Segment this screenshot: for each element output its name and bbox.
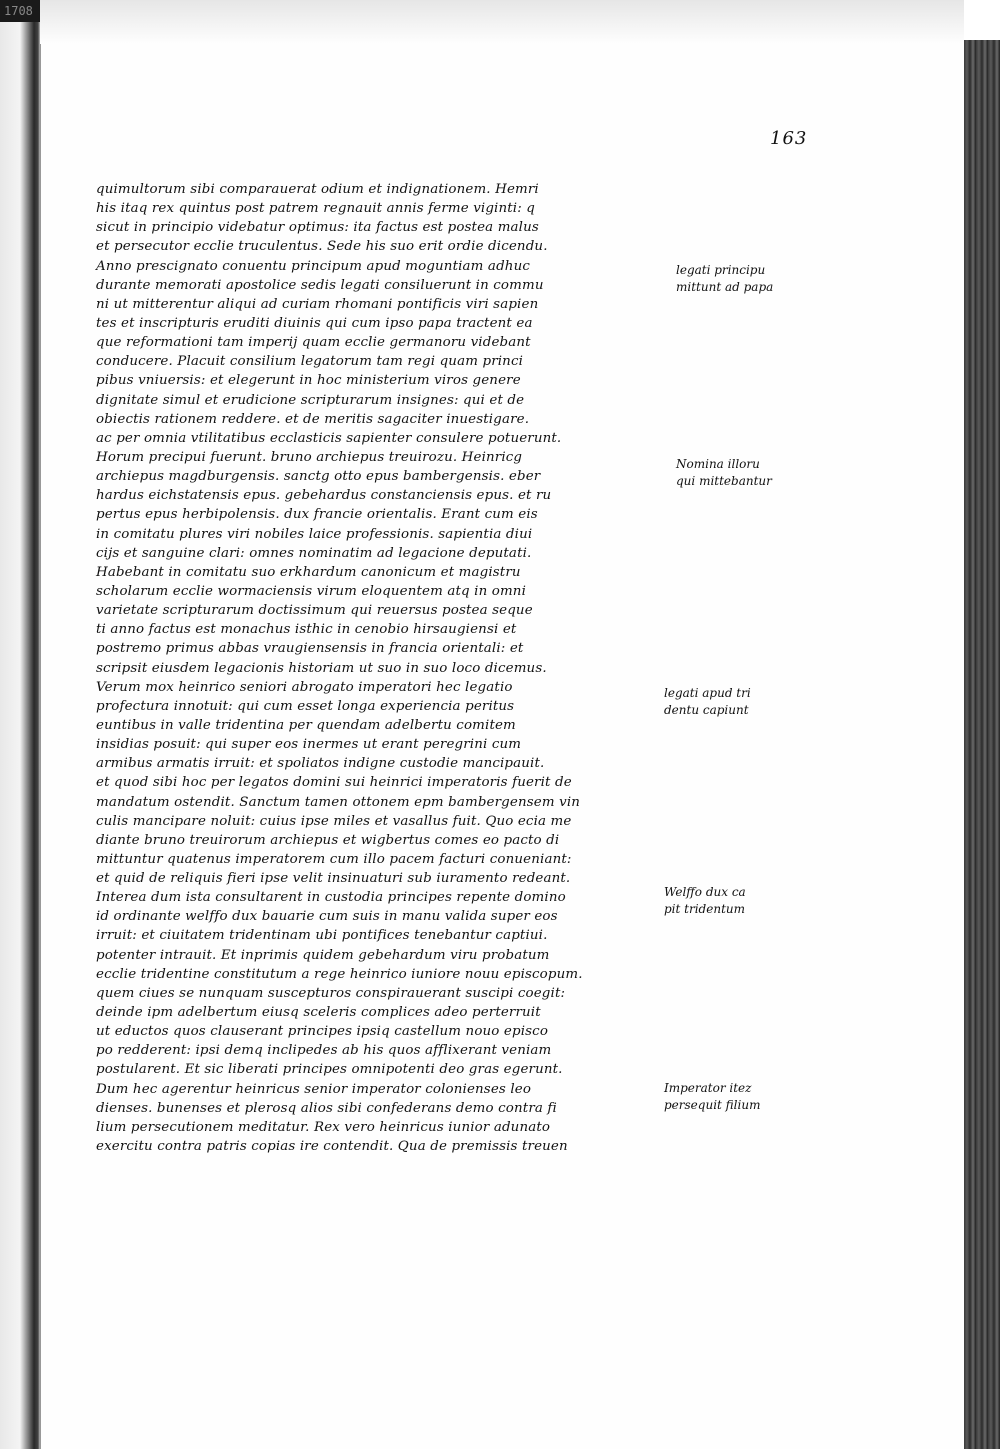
main-text-block: [96, 180, 636, 1156]
text-line: postremo primus abbas vraugiensensis in francia orientali: et: [96, 641, 524, 657]
text-line: his itaq rex quintus post patrem regnauit annis ferme viginti: q: [96, 201, 536, 217]
text-line: insidias posuit: qui super eos inermes ut erant peregrini cum: [96, 737, 522, 753]
text-line: in comitatu plures viri nobiles laice professionis. sapientia diui: [96, 526, 533, 542]
text-line: quimultorum sibi comparauerat odium et indignationem. Hemri: [96, 182, 539, 197]
margin-note-line: pit tridentum: [664, 902, 745, 916]
text-line: po redderent: ipsi demq inclipedes ab his quos afflixerant veniam: [96, 1043, 552, 1059]
text-line: durante memorati apostolice sedis legati consiluerunt in commu: [96, 277, 544, 293]
text-line: varietate scripturarum doctissimum qui reuersus postea seque: [96, 603, 533, 619]
text-line: Interea dum ista consultarent in custodia principes repente domino: [96, 890, 566, 906]
text-line: mandatum ostendit. Sanctum tamen ottonem epm bambergensem vin: [96, 794, 581, 810]
margin-note-line: qui mittebantur: [676, 474, 772, 488]
text-line: postularent. Et sic liberati principes omnipotenti deo gras egerunt.: [96, 1062, 563, 1078]
text-line: dignitate simul et erudicione scripturarum insignes: qui et de: [96, 392, 525, 408]
text-line: pertus epus herbipolensis. dux francie orientalis. Erant cum eis: [96, 507, 538, 523]
text-line: diante bruno treuirorum archiepus et wigbertus comes eo pacto di: [96, 832, 560, 848]
text-line: euntibus in valle tridentina per quendam adelbertu comitem: [96, 717, 516, 733]
margin-note-line: Nomina illoru: [676, 457, 760, 471]
text-line: ut eductos quos clauserant principes ipsiq castellum nouo episco: [96, 1024, 549, 1040]
text-line: mittuntur quatenus imperatorem cum illo pacem facturi conueniant:: [96, 851, 572, 867]
archive-number: 1708: [4, 4, 33, 18]
text-line: scripsit eiusdem legacionis historiam ut suo in suo loco dicemus.: [96, 660, 547, 676]
text-line: et persecutor ecclie truculentus. Sede his suo erit ordie dicendu.: [96, 239, 548, 255]
text-line: hardus eichstatensis epus. gebehardus constanciensis epus. et ru: [96, 488, 552, 504]
margin-note-1: [676, 262, 806, 296]
text-line: Anno prescignato conuentu principum apud moguntiam adhuc: [96, 258, 530, 274]
margin-note-5: [664, 1080, 794, 1114]
text-line: cijs et sanguine clari: omnes nominatim ad legacione deputati.: [96, 545, 532, 561]
margin-note-line: Welffo dux ca: [664, 885, 746, 899]
margin-note-line: Imperator itez: [664, 1081, 752, 1095]
margin-note-line: dentu capiunt: [664, 703, 749, 717]
text-line: deinde ipm adelbertum eiusq sceleris complices adeo perterruit: [96, 1005, 541, 1021]
margin-note-2: [676, 456, 806, 490]
text-line: ni ut mitterentur aliqui ad curiam rhomani pontificis viri sapien: [96, 296, 539, 312]
text-line: potenter intrauit. Et inprimis quidem gebehardum viru probatum: [96, 947, 550, 963]
margin-note-line: legati principu: [676, 263, 766, 277]
text-line: exercitu contra patris copias ire contendit. Qua de premissis treuen: [96, 1139, 568, 1155]
margin-note-line: mittunt ad papa: [676, 280, 774, 294]
text-line: Verum mox heinrico seniori abrogato imperatori hec legatio: [96, 679, 513, 695]
text-line: lium persecutionem meditatur. Rex vero heinricus iunior adunato: [96, 1119, 551, 1135]
margin-note-line: persequit filium: [664, 1098, 761, 1112]
text-line: scholarum ecclie wormaciensis virum eloquentem atq in omni: [96, 583, 527, 599]
text-line: pibus vniuersis: et elegerunt in hoc ministerium viros genere: [96, 373, 521, 389]
text-line: ecclie tridentine constitutum a rege heinrico iuniore nouu episcopum.: [96, 966, 583, 982]
text-line: sicut in principio videbatur optimus: ita factus est postea malus: [96, 220, 539, 236]
text-line: que reformationi tam imperij quam ecclie germanoru videbant: [96, 335, 531, 351]
margin-note-line: legati apud tri: [664, 686, 751, 700]
text-line: armibus armatis irruit: et spoliatos indigne custodie mancipauit.: [96, 756, 545, 772]
edge-corner: [964, 0, 1000, 44]
folio-number: 163: [770, 128, 808, 149]
binding-gutter: [0, 0, 40, 1449]
text-line: ti anno factus est monachus isthic in cenobio hirsaugiensi et: [96, 622, 517, 638]
text-line: archiepus magdburgensis. sanctg otto epus bambergensis. eber: [96, 469, 541, 485]
page-stack-edge: [964, 40, 1000, 1449]
text-line: obiectis rationem reddere. et de meritis sagaciter inuestigare.: [96, 411, 530, 427]
text-line: profectura innotuit: qui cum esset longa experiencia peritus: [96, 698, 515, 714]
text-line: ac per omnia vtilitatibus ecclasticis sapienter consulere potuerunt.: [96, 430, 562, 446]
text-line: culis mancipare noluit: cuius ipse miles et vasallus fuit. Quo ecia me: [96, 813, 572, 829]
text-line: et quid de reliquis fieri ipse velit insinuaturi sub iuramento redeant.: [96, 871, 571, 887]
margin-note-4: [664, 884, 794, 918]
text-line: Horum precipui fuerunt. bruno archiepus treuirozu. Heinricg: [96, 449, 523, 465]
text-line: quem ciues se nunquam suscepturos conspirauerant suscipi coegit:: [96, 985, 566, 1001]
text-line: id ordinante welffo dux bauarie cum suis in manu valida super eos: [96, 909, 558, 925]
page-top-shadow: [40, 0, 964, 44]
text-line: dienses. bunenses et plerosq alios sibi confederans demo contra fi: [96, 1100, 557, 1116]
text-line: conducere. Placuit consilium legatorum tam regi quam princi: [96, 354, 524, 370]
text-line: et quod sibi hoc per legatos domini sui heinrici imperatoris fuerit de: [96, 775, 572, 791]
margin-note-3: [664, 685, 794, 719]
text-line: irruit: et ciuitatem tridentinam ubi pontifices tenebantur captiui.: [96, 928, 548, 944]
text-line: Dum hec agerentur heinricus senior imperator colonienses leo: [96, 1081, 532, 1097]
text-line: tes et inscripturis eruditi diuinis qui cum ipso papa tractent ea: [96, 315, 533, 331]
text-line: Habebant in comitatu suo erkhardum canonicum et magistru: [96, 564, 521, 580]
